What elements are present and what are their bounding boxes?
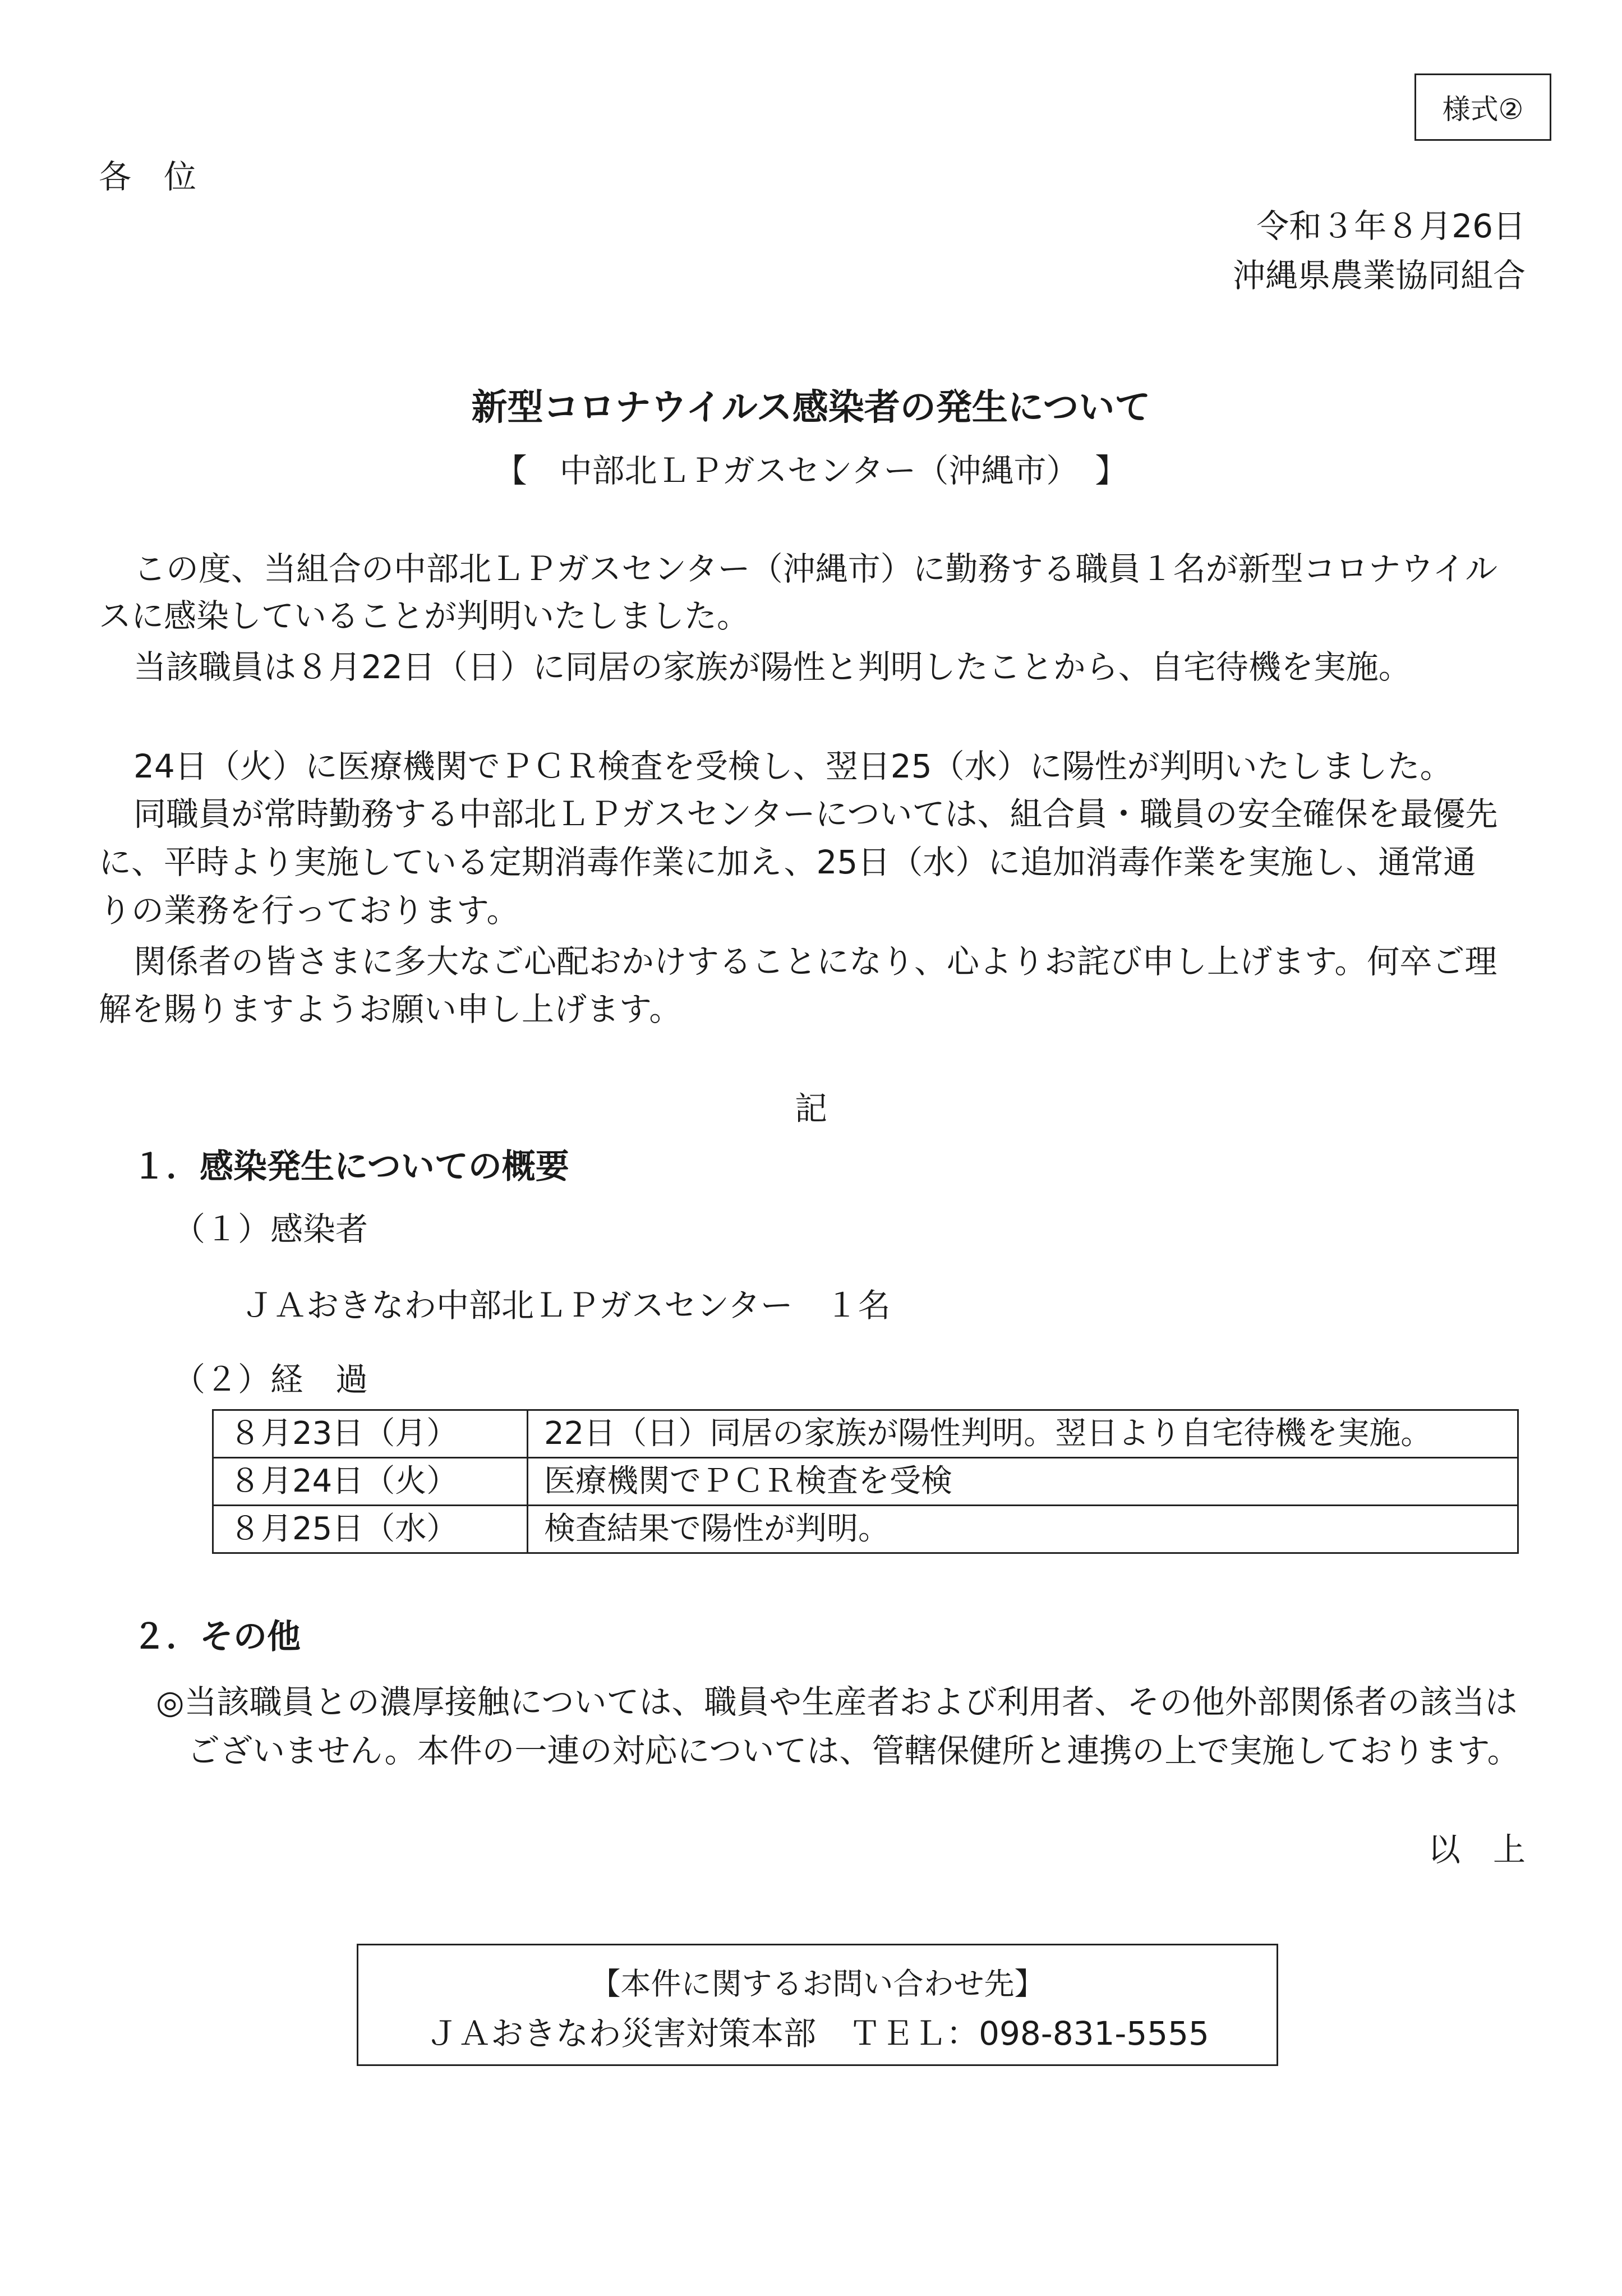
issuer-name: 沖縄県農業協同組合	[1232, 256, 1526, 295]
addressee: 各 位	[99, 158, 197, 196]
other-note-line: ございません。本件の一連の対応については、管轄保健所と連携の上で実施しております。	[187, 1732, 1520, 1770]
body-line: に、平時より実施している定期消毒作業に加え、25日（水）に追加消毒作業を実施し、通常通	[99, 843, 1476, 881]
document-title: 新型コロナウイルス感染者の発生について	[471, 387, 1151, 429]
issue-date: 令和３年８月26日	[1256, 207, 1526, 245]
body-line: 当該職員は８月22日（日）に同居の家族が陽性と判明したことから、自宅待機を実施。	[133, 648, 1411, 686]
document-subtitle: 【 中部北ＬＰガスセンター（沖縄市） 】	[494, 452, 1128, 490]
section-2-heading: ２．その他	[132, 1617, 301, 1657]
timeline-event: 22日（日）同居の家族が陽性判明。翌日より自宅待機を実施。	[528, 1410, 1518, 1458]
contact-heading: 【本件に関するお問い合わせ先】	[590, 1966, 1045, 2001]
contact-box	[357, 1944, 1278, 2066]
subsection-infected-label: （１）感染者	[173, 1210, 368, 1248]
infected-value: ＪＡおきなわ中部北ＬＰガスセンター １名	[241, 1286, 891, 1324]
contact-phone-line: ＪＡおきなわ災害対策本部 ＴＥＬ：098-831-5555	[426, 2014, 1209, 2053]
timeline-date: ８月24日（火）	[213, 1458, 528, 1506]
ki-marker: 記	[794, 1089, 827, 1128]
timeline-table	[212, 1409, 1519, 1554]
timeline-event: 検査結果で陽性が判明。	[528, 1506, 1518, 1553]
body-line: 関係者の皆さまに多大なご心配おかけすることになり、心よりお詫び申し上げます。何卒ご理	[133, 942, 1497, 981]
timeline-event: 医療機関でＰＣＲ検査を受検	[528, 1458, 1518, 1506]
other-note-line: ◎当該職員との濃厚接触については、職員や生産者および利用者、その他外部関係者の該当は	[156, 1683, 1518, 1721]
table-row	[213, 1506, 1518, 1553]
timeline-date: ８月23日（月）	[213, 1410, 528, 1458]
body-line: 解を賜りますようお願い申し上げます。	[99, 990, 682, 1028]
table-row	[213, 1458, 1518, 1506]
body-line: この度、当組合の中部北ＬＰガスセンター（沖縄市）に勤務する職員１名が新型コロナウイル	[133, 550, 1497, 588]
timeline-date: ８月25日（水）	[213, 1506, 528, 1553]
body-line: 同職員が常時勤務する中部北ＬＰガスセンターについては、組合員・職員の安全確保を最優先	[133, 795, 1498, 833]
form-number-label: 様式②	[1414, 73, 1551, 141]
body-line: スに感染していることが判明いたしました。	[99, 597, 750, 635]
table-row	[213, 1410, 1518, 1458]
body-line: りの業務を行っております。	[99, 891, 519, 930]
body-line: 24日（火）に医療機関でＰＣＲ検査を受検し、翌日25（水）に陽性が判明いたしました。	[133, 747, 1453, 785]
subsection-timeline-label: （２）経 過	[173, 1360, 368, 1398]
section-1-heading: １．感染発生についての概要	[132, 1147, 569, 1186]
closing-mark: 以 上	[1427, 1830, 1526, 1869]
